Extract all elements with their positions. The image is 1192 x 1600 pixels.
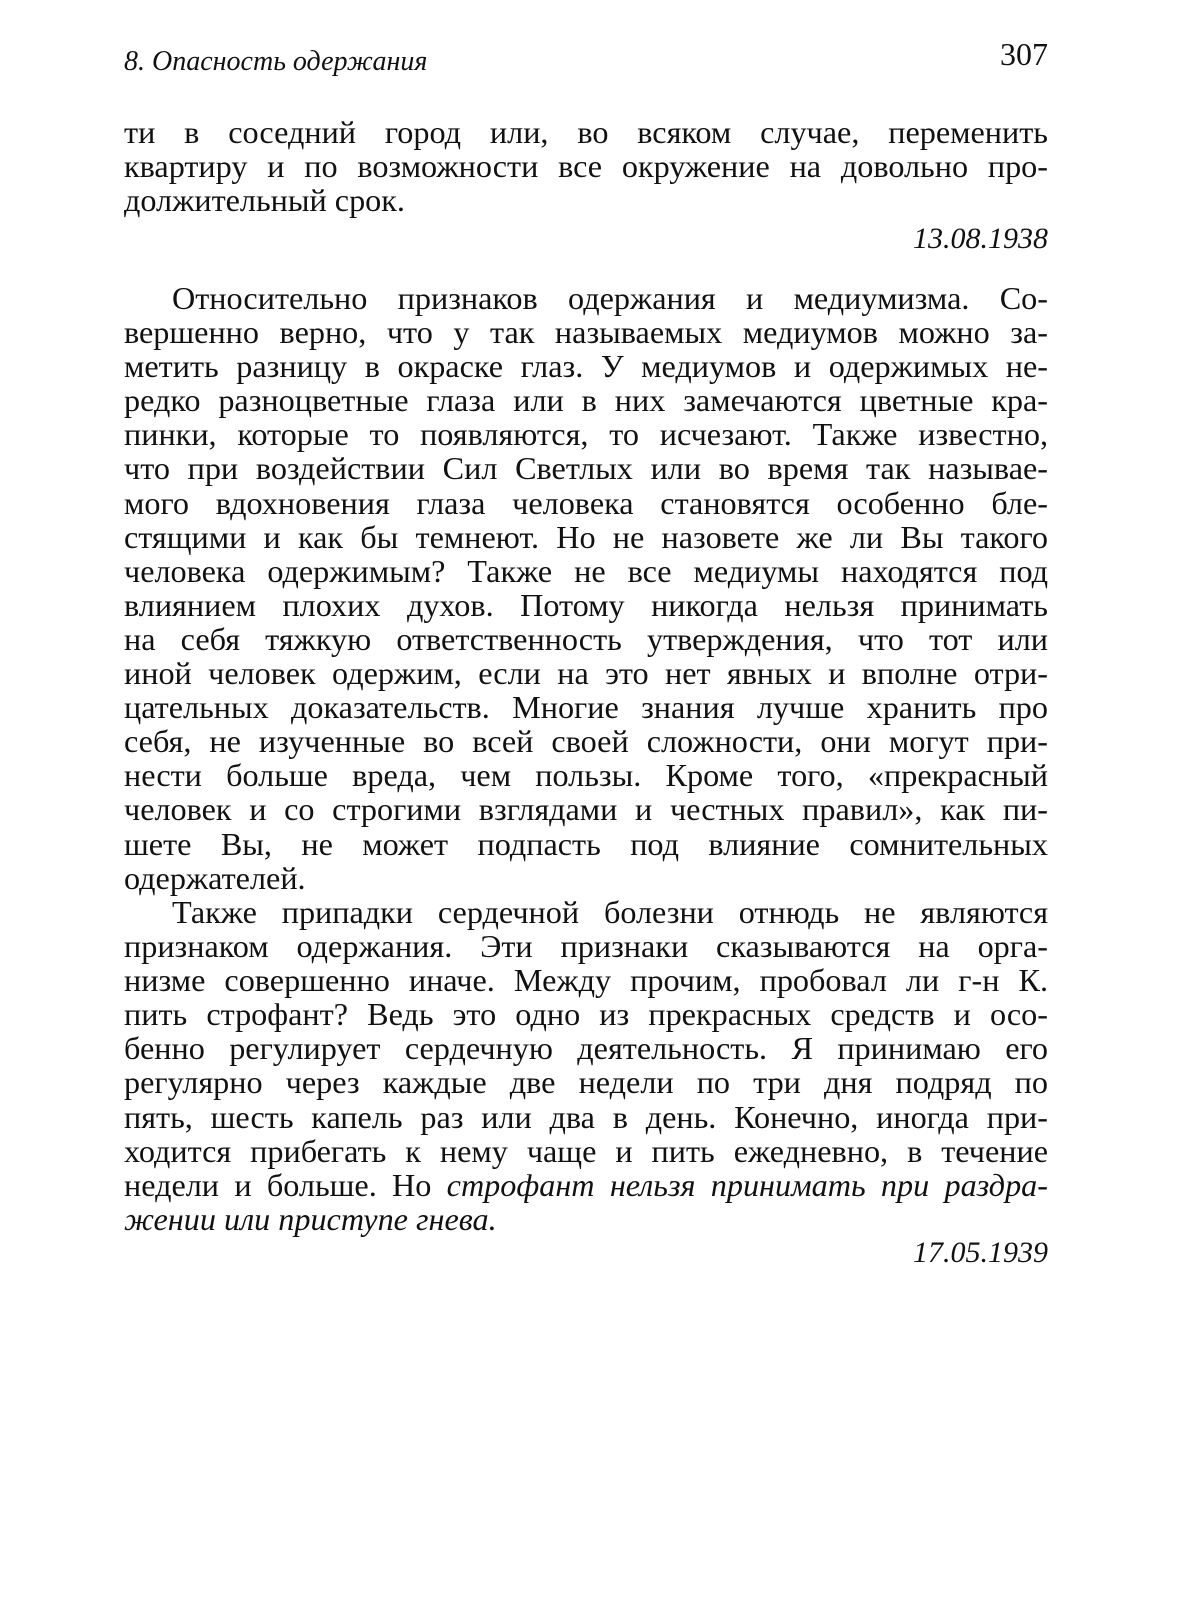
- text-line: нести больше вреда, чем пользы. Кроме того, «прекрасный: [124, 757, 1048, 794]
- text-line: себя, не изученные во всей своей сложности, они могут при-: [124, 723, 1048, 760]
- text-line: шете Вы, не может подпасть под влияние сомнительных: [124, 825, 1048, 862]
- text-line: человек и со строгими взглядами и честных правил», как пи-: [124, 791, 1048, 828]
- text-line: на себя тяжкую ответственность утверждения, что тот или: [124, 620, 1048, 657]
- emphasized-text: строфант нельзя принимать при раздра-: [446, 1166, 1048, 1203]
- text-line: метить разницу в окраске глаз. У медиумов и одержимых не-: [124, 348, 1048, 385]
- text-line: пить строфант? Ведь это одно из прекрасных средств и осо-: [124, 996, 1048, 1033]
- continuation-text: [124, 115, 1048, 217]
- text-line: [124, 1168, 1048, 1202]
- text-line: человека одержимым? Также не все медиумы находятся под: [124, 552, 1048, 589]
- text-line: признаком одержания. Эти признаки сказываются на орга-: [124, 928, 1048, 965]
- letter-date-2: 17.05.1939: [913, 1236, 1048, 1269]
- text-line: пинки, которые то появляются, то исчезают. Также известно,: [124, 416, 1048, 453]
- text-line: квартиру и по возможности все окружение на довольно про-: [124, 148, 1048, 185]
- text-line: одержателей.: [124, 859, 306, 896]
- text-line: Относительно признаков одержания и медиумизма. Со-: [172, 280, 1048, 316]
- text-line: должительный срок.: [124, 182, 405, 219]
- running-head: [124, 36, 1048, 84]
- page-number: 307: [1000, 36, 1048, 72]
- text-line: цательных доказательств. Многие знания лучше хранить про: [124, 689, 1048, 726]
- section-title: 8. Опасность одержания: [124, 46, 428, 77]
- text-line: ти в соседний город или, во всяком случае, переменить: [124, 114, 1048, 150]
- text-line: Также припадки сердечной болезни отнюдь не являются: [172, 894, 1048, 930]
- text-segment: недели и больше. Но: [124, 1166, 447, 1203]
- text-line: стящими и как бы темнеют. Но не назовете же ли Вы такого: [124, 518, 1048, 555]
- text-line: ходится прибегать к нему чаще и пить ежедневно, в течение: [124, 1132, 1048, 1169]
- letter-date-1: 13.08.1938: [913, 222, 1048, 255]
- text-line: мого вдохновения глаза человека становятся особенно бле-: [124, 484, 1048, 521]
- text-line: редко разноцветные глаза или в них замечаются цветные кра-: [124, 382, 1048, 419]
- paragraph-mediumism: [124, 281, 1048, 895]
- text-line: что при воздействии Сил Светлых или во время так называе-: [124, 450, 1048, 487]
- text-line: низме совершенно иначе. Между прочим, пробовал ли г-н К.: [124, 962, 1048, 999]
- emphasized-text-line: жении или приступе гнева.: [124, 1200, 497, 1237]
- text-line: вершенно верно, что у так называемых медиумов можно за-: [124, 314, 1048, 351]
- text-line: бенно регулирует сердечную деятельность. Я принимаю его: [124, 1030, 1048, 1067]
- text-line: пять, шесть капель раз или два в день. Конечно, иногда при-: [124, 1098, 1048, 1135]
- text-line: влиянием плохих духов. Потому никогда нельзя принимать: [124, 586, 1048, 623]
- text-line: иной человек одержим, если на это нет явных и вполне отри-: [124, 655, 1048, 692]
- paragraph-heart-disease: [124, 895, 1048, 1236]
- book-page: [124, 36, 1048, 1566]
- text-line: регулярно через каждые две недели по три дня подряд по: [124, 1064, 1048, 1101]
